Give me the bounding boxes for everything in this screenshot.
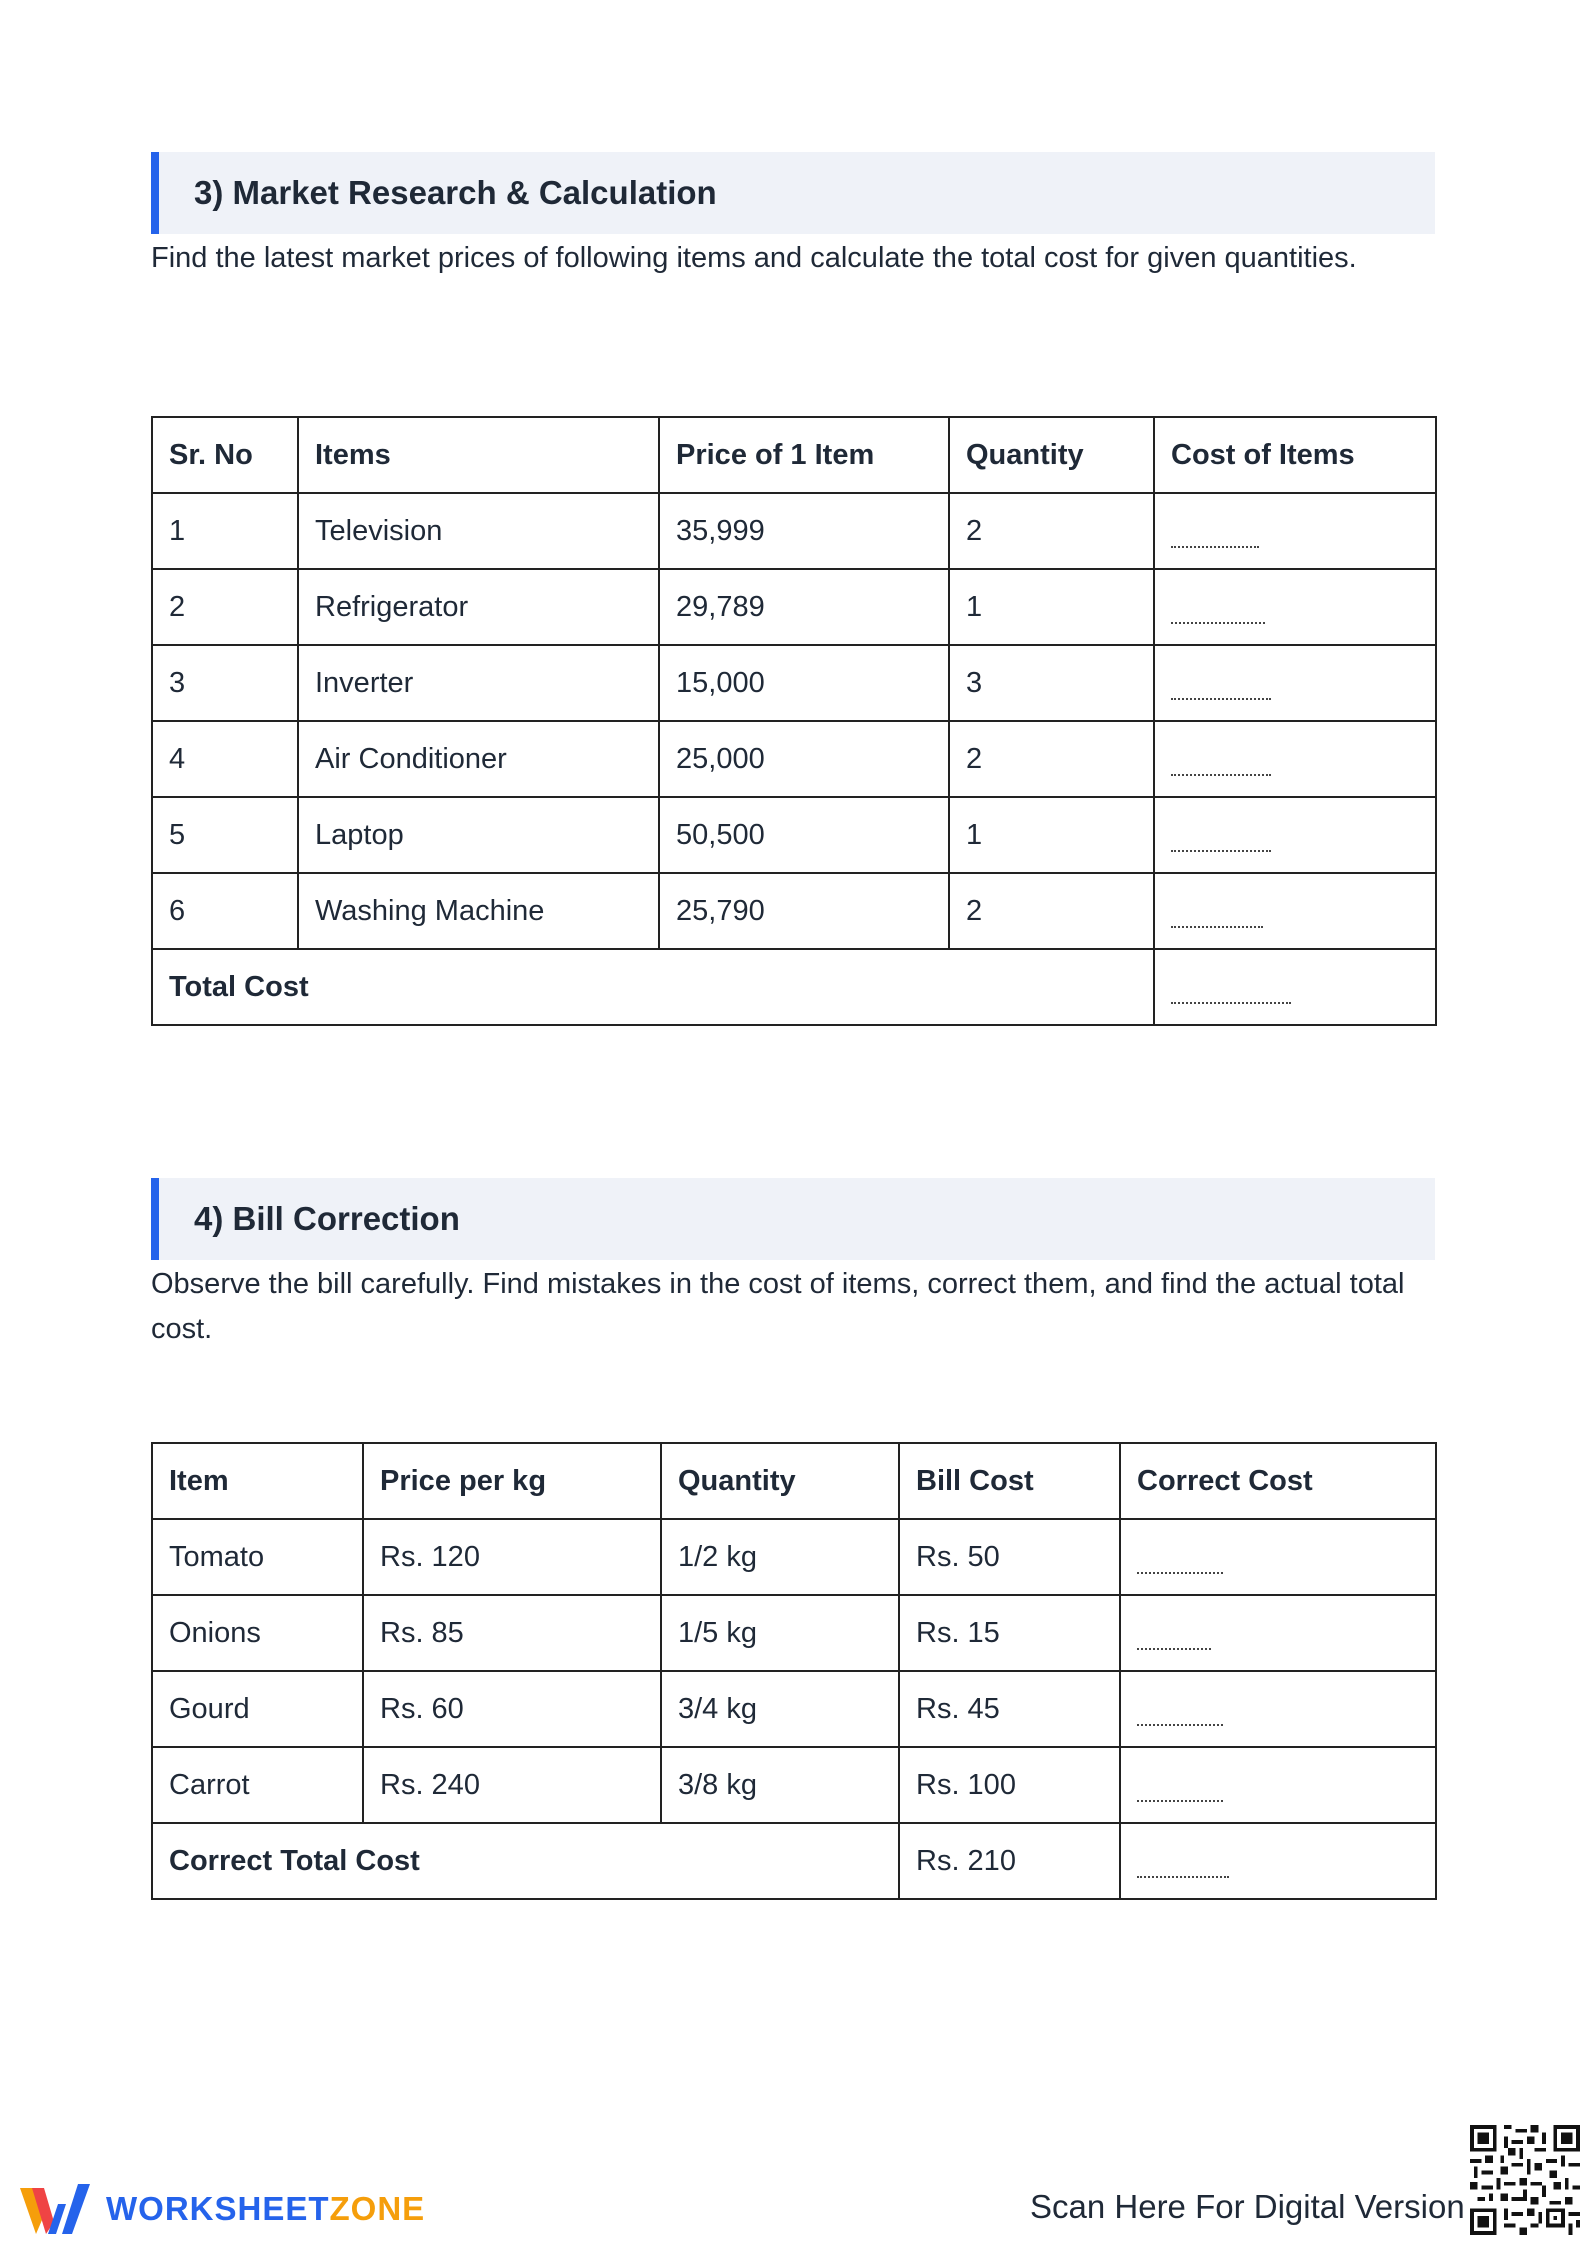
correct-cost-blank[interactable] [1120,1671,1436,1747]
cell-sr-no: 6 [152,873,298,949]
cell-bill-cost: Rs. 15 [899,1595,1120,1671]
table-header-row [152,417,1436,493]
section-title: 3) Market Research & Calculation [194,174,717,211]
total-label: Correct Total Cost [152,1823,899,1899]
cell-bill-cost: Rs. 45 [899,1671,1120,1747]
section-description: Observe the bill carefully. Find mistakes in the cost of items, correct them, and find the actual total cost. [151,1268,1405,1345]
cost-answer-blank[interactable] [1154,645,1436,721]
section-heading [151,152,1435,234]
cell-quantity: 1 [949,797,1154,873]
cell-item: Air Conditioner [298,721,659,797]
cell-item: Television [298,493,659,569]
total-answer-blank[interactable] [1120,1823,1436,1899]
table-row [152,1519,1436,1595]
correct-cost-blank[interactable] [1120,1747,1436,1823]
column-header: Price per kg [363,1443,661,1519]
total-label: Total Cost [152,949,1154,1025]
table-row [152,797,1436,873]
cell-quantity: 3/8 kg [661,1747,899,1823]
cell-price: Rs. 85 [363,1595,661,1671]
total-row [152,1823,1436,1899]
cost-answer-blank[interactable] [1154,721,1436,797]
cell-item: Gourd [152,1671,363,1747]
cell-item: Washing Machine [298,873,659,949]
cell-bill-cost: Rs. 100 [899,1747,1120,1823]
cell-item: Onions [152,1595,363,1671]
cell-price: 50,500 [659,797,949,873]
cell-price: Rs. 60 [363,1671,661,1747]
correct-cost-blank[interactable] [1120,1519,1436,1595]
column-header: Sr. No [152,417,298,493]
table-row [152,1671,1436,1747]
column-header: Price of 1 Item [659,417,949,493]
cell-bill-total: Rs. 210 [899,1823,1120,1899]
bill-correction-table [151,1442,1437,1900]
logo-part1: WORKSHEET [106,2190,330,2227]
column-header: Cost of Items [1154,417,1436,493]
answer-line [1171,850,1271,852]
answer-line [1171,774,1271,776]
cell-bill-cost: Rs. 50 [899,1519,1120,1595]
correct-cost-blank[interactable] [1120,1595,1436,1671]
table-row [152,645,1436,721]
cell-price: 29,789 [659,569,949,645]
cell-item: Laptop [298,797,659,873]
answer-line [1137,1648,1211,1650]
answer-line [1171,698,1271,700]
cell-quantity: 2 [949,493,1154,569]
total-answer-blank[interactable] [1154,949,1436,1025]
cell-sr-no: 3 [152,645,298,721]
cell-price: 15,000 [659,645,949,721]
answer-line [1171,546,1259,548]
logo-wordmark [106,2190,425,2228]
cell-item: Refrigerator [298,569,659,645]
table-row [152,721,1436,797]
cell-item: Carrot [152,1747,363,1823]
table-header-row [152,1443,1436,1519]
column-header: Quantity [661,1443,899,1519]
cell-quantity: 2 [949,873,1154,949]
cell-sr-no: 1 [152,493,298,569]
cell-quantity: 1 [949,569,1154,645]
cell-quantity: 3 [949,645,1154,721]
cost-answer-blank[interactable] [1154,493,1436,569]
section-heading [151,1178,1435,1260]
cell-quantity: 1/5 kg [661,1595,899,1671]
cell-price: 35,999 [659,493,949,569]
cell-sr-no: 4 [152,721,298,797]
cost-answer-blank[interactable] [1154,873,1436,949]
table-row [152,1595,1436,1671]
column-header: Quantity [949,417,1154,493]
cell-item: Inverter [298,645,659,721]
cell-quantity: 1/2 kg [661,1519,899,1595]
cost-answer-blank[interactable] [1154,569,1436,645]
cell-sr-no: 2 [152,569,298,645]
section-bill-correction [151,1178,1435,1352]
cell-quantity: 3/4 kg [661,1671,899,1747]
answer-line [1137,1724,1223,1726]
qr-code-icon[interactable] [1470,2125,1580,2235]
answer-line [1137,1572,1223,1574]
answer-line [1171,926,1263,928]
section-market-research [151,152,1435,281]
cell-quantity: 2 [949,721,1154,797]
cell-item: Tomato [152,1519,363,1595]
table-row [152,1747,1436,1823]
answer-line [1171,1002,1291,1004]
answer-line [1137,1876,1229,1878]
column-header: Correct Cost [1120,1443,1436,1519]
section-title: 4) Bill Correction [194,1200,460,1237]
column-header: Bill Cost [899,1443,1120,1519]
cell-sr-no: 5 [152,797,298,873]
section-description: Find the latest market prices of following items and calculate the total cost for given quantities. [151,242,1357,274]
logo-part2: ZONE [329,2190,426,2227]
column-header: Items [298,417,659,493]
answer-line [1171,622,1265,624]
table-row [152,569,1436,645]
table-row [152,493,1436,569]
logo-w-icon [18,2180,94,2238]
cell-price: 25,790 [659,873,949,949]
column-header: Item [152,1443,363,1519]
table-row [152,873,1436,949]
cell-price: 25,000 [659,721,949,797]
worksheetzone-logo [18,2180,425,2238]
scan-text: Scan Here For Digital Version [1030,2188,1465,2225]
cell-price: Rs. 120 [363,1519,661,1595]
cost-answer-blank[interactable] [1154,797,1436,873]
cell-price: Rs. 240 [363,1747,661,1823]
answer-line [1137,1800,1223,1802]
total-row [152,949,1436,1025]
market-research-table [151,416,1437,1026]
